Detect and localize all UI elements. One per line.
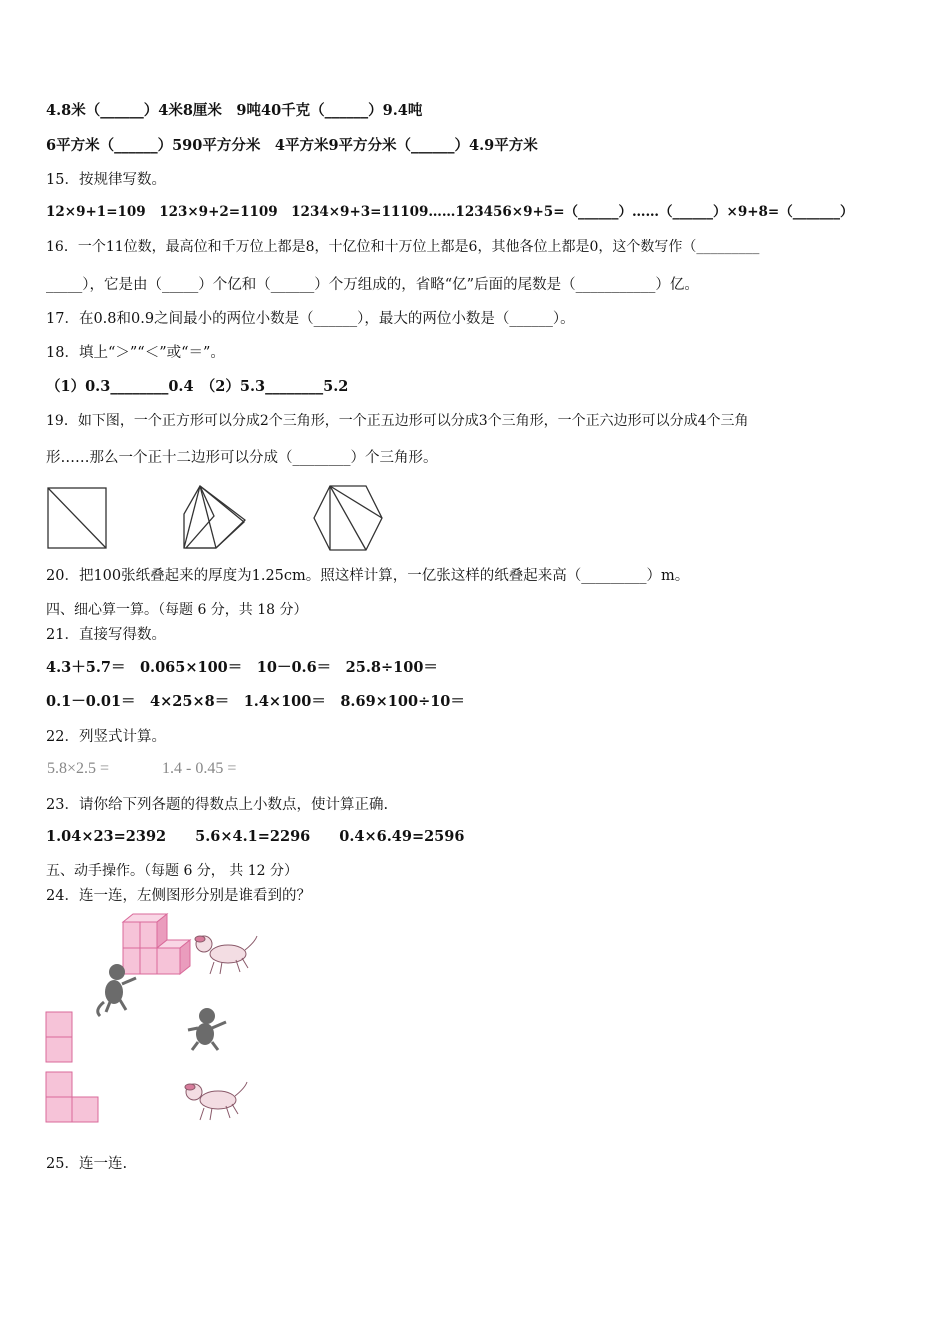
q16-line-1: 16．一个11位数，最高位和千万位上都是8，十亿位和十万位上都是6，其他各位上都是0，这个数写作（_________ — [46, 239, 760, 255]
view-shape-1 — [46, 1012, 72, 1062]
dog-icon — [195, 936, 257, 974]
q25-heading: 25．连一连. — [46, 1156, 128, 1172]
pentagon-figure — [184, 486, 245, 548]
hexagon-figure — [314, 486, 382, 550]
view-shape-2 — [46, 1072, 98, 1122]
q22-expr-2: 1.4 - 0.45 = — [162, 760, 237, 777]
q22-heading: 22．列竖式计算。 — [46, 729, 166, 745]
q23-heading: 23．请你给下列各题的得数点上小数点，使计算正确. — [46, 797, 389, 813]
q24-figure — [40, 912, 270, 1127]
square-figure — [48, 488, 106, 548]
q14-line-1: 4.8米（______）4米8厘米 9吨40千克（______）9.4吨 — [46, 102, 423, 119]
q22-expr-1: 5.8×2.5 = — [47, 760, 110, 777]
q24-heading: 24．连一连，左侧图形分别是谁看到的？ — [46, 888, 311, 904]
dog-icon-2 — [185, 1082, 247, 1120]
q19-line-1: 19．如下图，一个正方形可以分成2个三角形，一个正五边形可以分成3个三角形，一个正六边形可以分成4个三角 — [46, 413, 749, 429]
q19-line-2: 形……那么一个正十二边形可以分成（________）个三角形。 — [46, 450, 438, 466]
section-4-title: 四、细心算一算。（每题 6 分，共 18 分） — [46, 602, 308, 618]
q16-line-2: _____），它是由（_____）个亿和（______）个万组成的，省略“亿”后面的尾数是（___________）亿。 — [46, 277, 699, 293]
q21-row-1: 4.3＋5.7＝ 0.065×100＝ 10－0.6＝ 25.8÷100＝ — [46, 659, 438, 676]
q17-text: 17．在0.8和0.9之间最小的两位小数是（______），最大的两位小数是（______）。 — [46, 311, 575, 327]
q21-row-2: 0.1－0.01＝ 4×25×8＝ 1.4×100＝ 8.69×100÷10＝ — [46, 693, 465, 710]
q18-heading: 18．填上“＞”“＜”或“＝”。 — [46, 345, 225, 361]
q15-body: 12×9+1=109 123×9+2=1109 1234×9+3=11109……123456×9+5=（______）……（______）×9+8=（_______） — [46, 204, 854, 220]
cube-stack — [123, 914, 190, 974]
q23-body: 1.04×23=2392 5.6×4.1=2296 0.4×6.49=2596 — [46, 828, 465, 845]
polygon-figures — [44, 484, 394, 554]
section-5-title: 五、动手操作。（每题 6 分， 共 12 分） — [46, 863, 298, 879]
q15-heading: 15．按规律写数。 — [46, 172, 166, 188]
monkey-icon-2 — [188, 1008, 226, 1050]
q21-heading: 21．直接写得数。 — [46, 627, 166, 643]
q18-body: （1）0.3________0.4 （2）5.3________5.2 — [46, 378, 349, 395]
q14-line-2: 6平方米（______）590平方分米 4平方米9平方分米（______）4.9平方米 — [46, 137, 538, 154]
q20-text: 20．把100张纸叠起来的厚度为1.25cm。照这样计算，一亿张这样的纸叠起来高（_________）m。 — [46, 568, 690, 584]
